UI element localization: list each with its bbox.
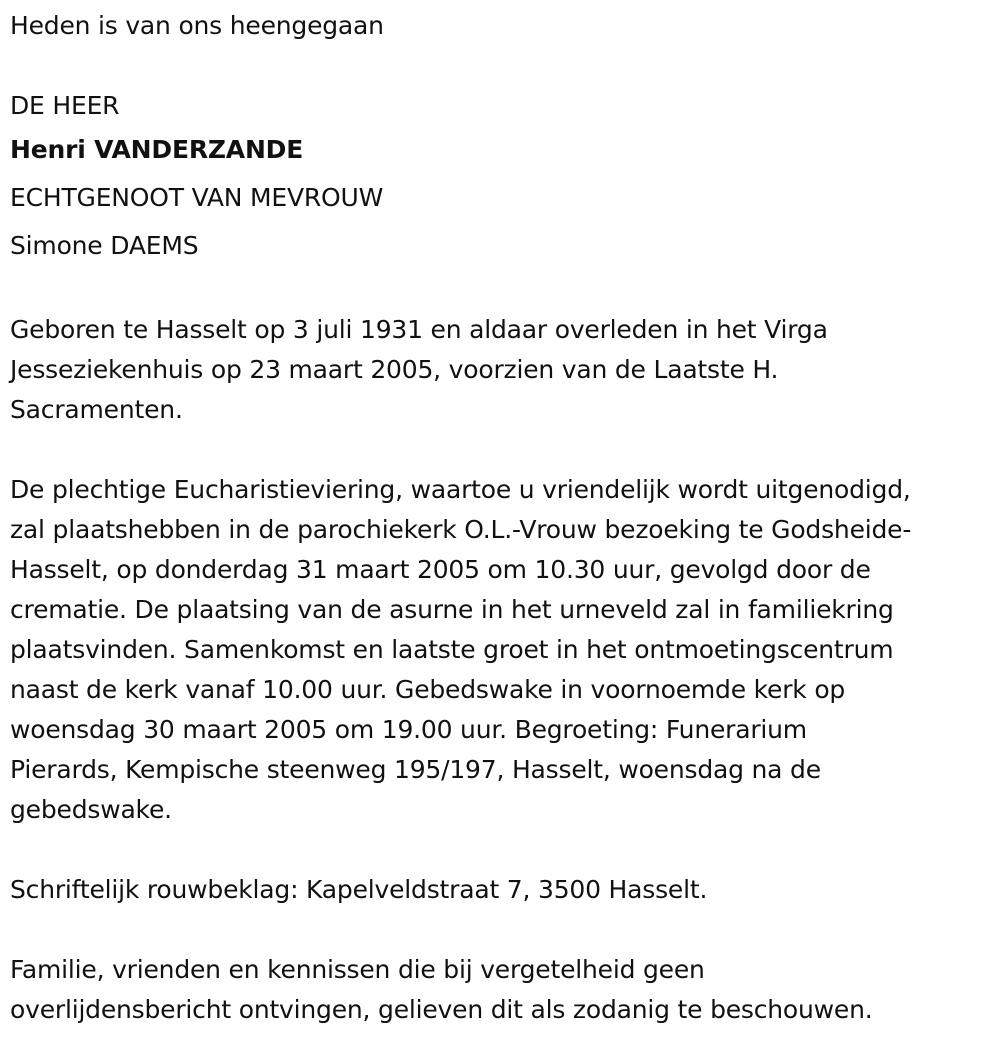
- paragraph-line: naast de kerk vanaf 10.00 uur. Gebedswake in voornoemde kerk op: [10, 675, 846, 704]
- spouse-name: Simone DAEMS: [10, 231, 199, 260]
- spacer: [10, 910, 992, 950]
- paragraph-line: plaatsvinden. Samenkomst en laatste groet in het ontmoetingscentrum: [10, 635, 894, 664]
- spacer: [10, 830, 992, 870]
- spouse-label: ECHTGENOOT VAN MEVROUW: [10, 183, 384, 212]
- paragraph-line: Jesseziekenhuis op 23 maart 2005, voorzien van de Laatste H.: [10, 355, 779, 384]
- condolence-address: Schriftelijk rouwbeklag: Kapelveldstraat 7, 3500 Hasselt.: [10, 875, 708, 904]
- closing-paragraph: [10, 950, 992, 1030]
- paragraph-line: De plechtige Eucharistieviering, waartoe u vriendelijk wordt uitgenodigd,: [10, 475, 911, 504]
- paragraph-line: Hasselt, op donderdag 31 maart 2005 om 10.30 uur, gevolgd door de: [10, 555, 871, 584]
- paragraph-line: gebedswake.: [10, 795, 172, 824]
- paragraph-line: overlijdensbericht ontvingen, gelieven dit als zodanig te beschouwen.: [10, 995, 873, 1024]
- birth-death-paragraph: [10, 310, 992, 430]
- title-prefix: DE HEER: [10, 91, 120, 120]
- paragraph-line: Sacramenten.: [10, 395, 183, 424]
- paragraph-line: zal plaatshebben in de parochiekerk O.L.-Vrouw bezoeking te Godsheide-: [10, 515, 912, 544]
- paragraph-line: Familie, vrienden en kennissen die bij vergetelheid geen: [10, 955, 705, 984]
- deceased-name: Henri VANDERZANDE: [10, 135, 304, 164]
- spacer: [10, 46, 992, 86]
- paragraph-line: Pierards, Kempische steenweg 195/197, Hasselt, woensdag na de: [10, 755, 821, 784]
- paragraph-line: crematie. De plaatsing van de asurne in het urneveld zal in familiekring: [10, 595, 894, 624]
- spacer: [10, 430, 992, 470]
- paragraph-line: Geboren te Hasselt op 3 juli 1931 en aldaar overleden in het Virga: [10, 315, 828, 344]
- paragraph-line: woensdag 30 maart 2005 om 19.00 uur. Begroeting: Funerarium: [10, 715, 807, 744]
- ceremony-paragraph: [10, 470, 992, 830]
- spacer: [10, 270, 992, 310]
- intro-text: Heden is van ons heengegaan: [10, 11, 384, 40]
